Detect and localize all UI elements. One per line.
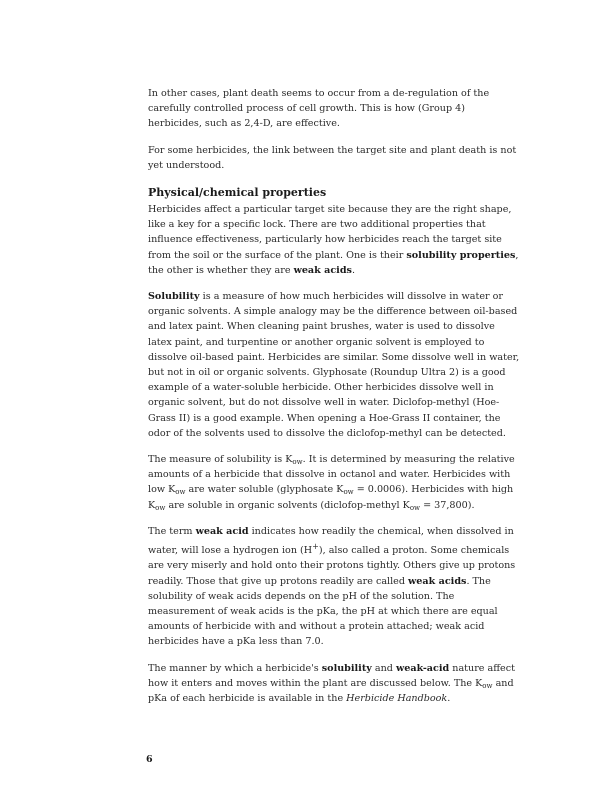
page-number: 6 — [146, 754, 153, 765]
paragraph-properties: Herbicides affect a particular target site because they are the right shape, like a key for a specific lock. There are two additional properties that influence effectiveness, particularly how herbicides reach the target site from the soil or the surface of the plant. One is their solubility properties, the other is whether they are weak acids. — [148, 204, 519, 276]
term-solubility-properties: solubility properties — [406, 249, 516, 261]
term-weak-acids-2: weak acids — [408, 575, 467, 587]
term-weak-acids: weak acids — [293, 264, 352, 276]
paragraph-solubility: Solubility is a measure of how much herbicides will dissolve in water or organic solvents. A simple analogy may be the difference between oil-based and latex paint. When cleaning paint brushes, water is used to dissolve latex paint, and turpentine or another organic solvent is employed to dissolve oil-based paint. Herbicides are similar. Some dissolve well in water, but not in oil or organic solvents. Glyphosate (Roundup Ultra 2) is a good example of a water-soluble herbicide. Other herbicides dissolve well in organic solvent, but do not dissolve well in water. Diclofop-methyl (Hoe-Grass II) is a good example. When opening a Hoe-Grass II container, the odor of the solvents used to dissolve the diclofop-methyl can be detected. — [148, 291, 520, 439]
paragraph-manner: The manner by which a herbicide's solubility and weak-acid nature affect how it enters and moves within the plant are discussed below. The $K_{ow}$ and pKa of each herbicide is available in the Herbicide Handbook. — [148, 662, 515, 705]
section-heading: Physical/chemical properties — [148, 186, 327, 200]
term-solubility-2: solubility — [321, 662, 372, 674]
paragraph-deregulation: In other cases, plant death seems to occur from a de-regulation of the carefully controlled process of cell growth. This is how (Group 4) herbicides, such as 2,4-D, are effective. — [148, 88, 490, 130]
paragraph-kow: The measure of solubility is $K_{ow}$. It is determined by measuring the relative amounts of a herbicide that dissolve in octanol and water. Herbicides with low $K_{ow}$ are water soluble (glyphosate $K_{ow} = 0.0006$). Herbicides with high $K_{ow}$ are soluble in organic solvents (diclofop-methyl $K_{ow} = 37,800$). — [148, 454, 515, 512]
paragraph-target-link: For some herbicides, the link between the target site and plant death is not yet understood. — [148, 144, 517, 171]
document-body — [148, 86, 520, 717]
term-weak-acid: weak acid — [195, 525, 249, 537]
paragraph-weak-acid: The term weak acid indicates how readily the chemical, when dissolved in water, will lose a hydrogen ion (H+), also called a proton. Some chemicals are very miserly and hold onto their protons tightly. Others give up protons readily. Those that give up protons readily are called weak acids. The solubility of weak acids depends on the pH of the solution. The measurement of weak acids is the pKa, the pH at which there are equal amounts of herbicide with and without a protein attached; weak acid herbicides have a pKa less than 7.0. — [148, 525, 516, 648]
term-solubility: Solubility — [148, 291, 200, 303]
term-weak-acid-2: weak-acid — [395, 662, 450, 674]
book-title: Herbicide Handbook — [346, 693, 448, 705]
